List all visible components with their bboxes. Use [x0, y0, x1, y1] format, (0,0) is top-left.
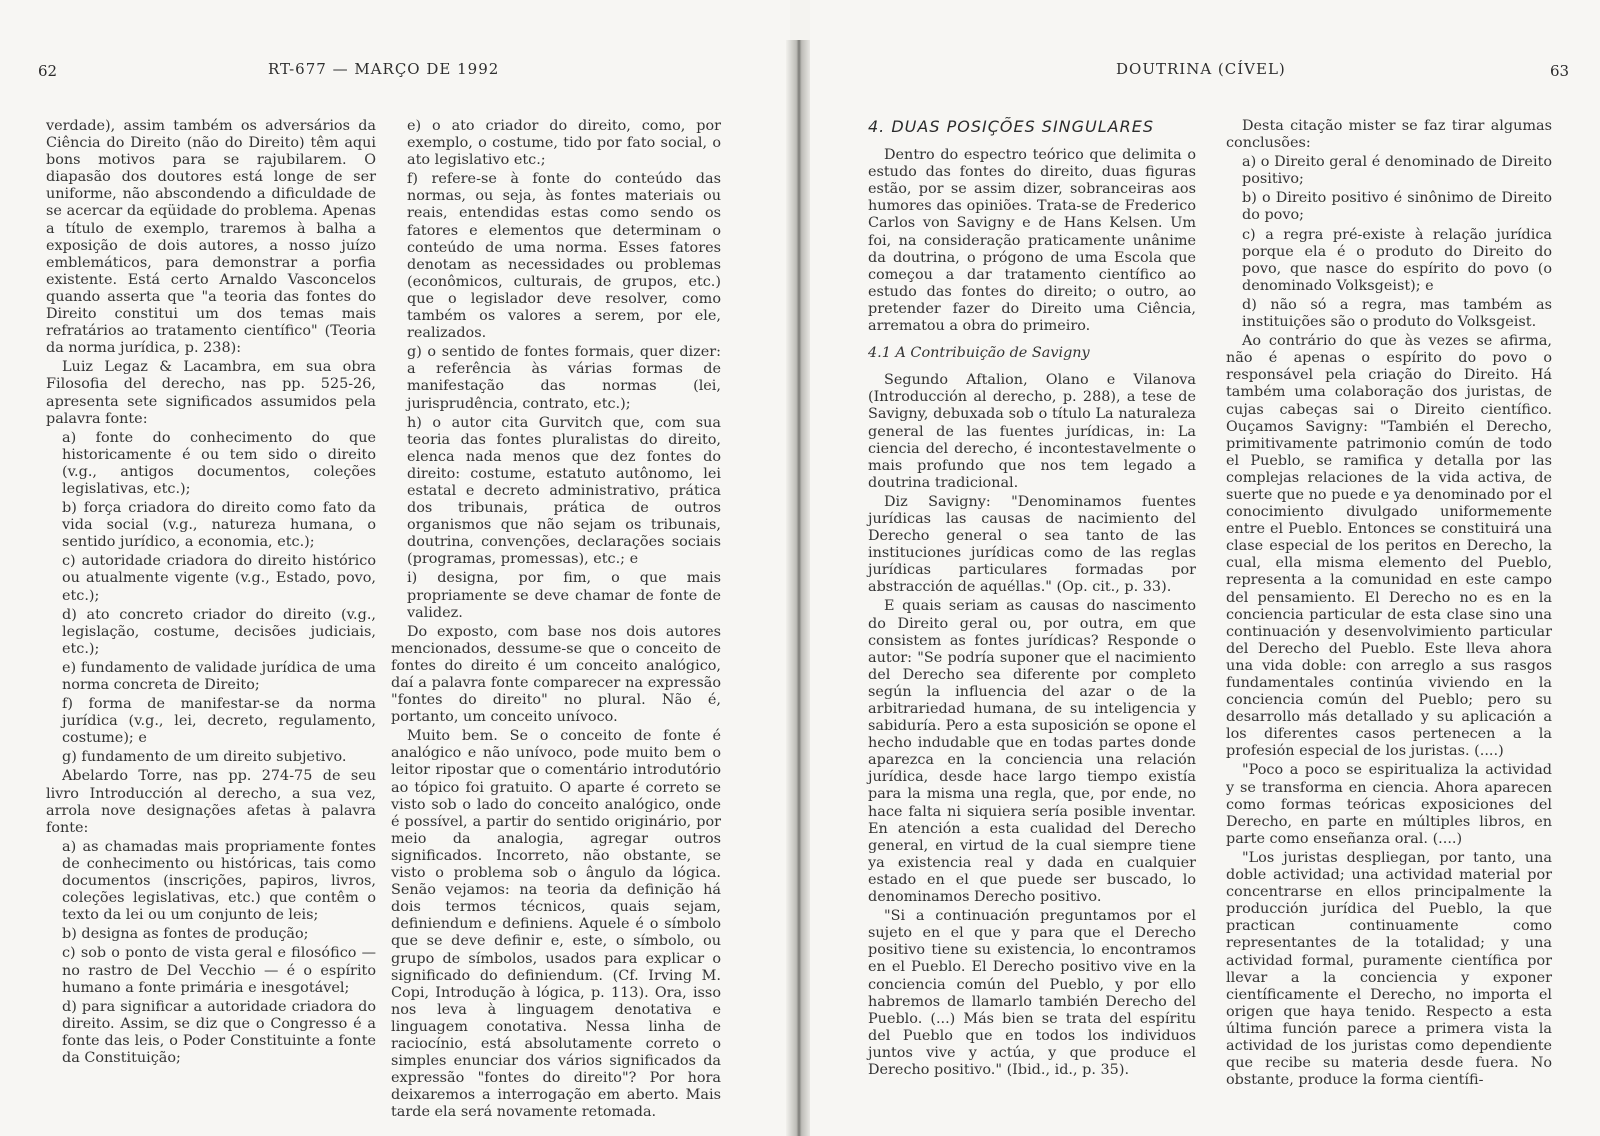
list-item: f) refere-se à fonte do conteúdo das normas, ou seja, às fontes materiais ou reais, entendidas estas como sendo os fatores e elementos que determinam o conteúdo de uma norma. Esses fatores denotam as necessidades ou problemas (econômicos, culturais, de grupos, etc.) que o legislador deve resolver, como também os valores a serem, por ele, realizados. [407, 171, 721, 342]
paragraph: Segundo Aftalion, Olano e Vilanova (Introducción al derecho, p. 288), a tese de Savigny, debuxada sob o título La naturaleza general de las fuentes jurídicas, in: La ciencia del derecho, é incontestavelmente o mais profundo que nos tem legado a doutrina tradicional. [868, 372, 1196, 491]
list-item: e) fundamento de validade jurídica de uma norma concreta de Direito; [62, 659, 376, 693]
list-item: c) sob o ponto de vista geral e filosófico — no rastro de Del Vecchio — é o espírito humano a fonte primária e inesgotável; [62, 945, 376, 996]
list-item: c) a regra pré-existe à relação jurídica porque ela é o produto do Direito do povo, que nasce do espírito do povo (o denominado Volksgeist); e [1242, 226, 1552, 294]
list-item: g) o sentido de fontes formais, quer dizer: a referência às várias formas de manifestação das normas (lei, jurisprudência, contrato, etc.); [407, 344, 721, 412]
paragraph: "Los juristas despliegan, por tanto, una doble actividad; una actividad material por concentrarse en ellos principalmente la producción jurídica del Pueblo, la que practican continuamente como representantes de la totalidad; y una actividad formal, puramente científica por llevar a la conciencia y exponer científicamente el Derecho, no importa el origen que haya tenido. Respecto a esta última función parece a primera vista la actividad de los juristas como dependiente que recibe su materia desde fuera. No obstante, produce la forma científi- [1226, 849, 1552, 1089]
list-item: i) designa, por fim, o que mais propriamente se deve chamar de fonte de validez. [407, 570, 721, 621]
list-item: d) ato concreto criador do direito (v.g., legislação, costume, decisões judiciais, etc.); [62, 606, 376, 657]
paragraph: Desta citação mister se faz tirar algumas conclusões: [1226, 118, 1552, 152]
left-column-1 [46, 118, 376, 1069]
paragraph: E quais seriam as causas do nascimento do Direito geral ou, por outra, em que consistem as fontes jurídicas? Responde o autor: "Se podría suponer que el nacimiento del Derecho sea diferente por completo según la influencia del azar o de la arbitrariedad humana, de su inteligencia y sabiduría. Pero a esta suposición se opone el hecho indudable que en todas partes donde aparezca en la conciencia una relación jurídica, desde hace largo tiempo existía para la misma una regla, que, por ende, no hace falta ni siquiera sería posible inventar. En atención a esta cualidad del Derecho general, en virtud de la cual siempre tiene ya existencia real y dada en cualquier estado en el que puede ser buscado, lo denominamos Derecho positivo. [868, 598, 1196, 906]
page-number-left: 62 [38, 62, 58, 80]
page-number-right: 63 [1550, 62, 1570, 80]
paragraph: verdade), assim também os adversários da Ciência do Direito (não do Direito) têm aqui bons motivos para se rajubilarem. O diapasão dos doutores está longe de ser uniforme, não abscondendo a dificuldade de se acercar da eqüidade do problema. Apenas a título de exemplo, traremos à balha a exposição de dois autores, a nosso juízo emblemáticos, para demonstrar a porfia existente. Está certo Arnaldo Vasconcelos quando asserta que "a teoria das fontes do Direito constitui um dos temas mais refratários ao tratamento científico" (Teoria da norma jurídica, p. 238): [46, 118, 376, 357]
paragraph: Muito bem. Se o conceito de fonte é analógico e não unívoco, pode muito bem o leitor ripostar que o comentário introdutório ao tópico foi gratuito. O aparte é correto se visto sob o lado do conceito analógico, onde é possível, a partir do sentido originário, por meio da analogia, agregar outros significados. Incorreto, não obstante, se visto o problema sob o ângulo da lógica. Senão vejamos: na teoria da definição há dois termos técnicos, quais sejam, definiendum e definiens. Aquele é o símbolo que se deve definir e, este, o símbolo, ou grupo de símbolos, usados para explicar o significado do definiendum. (Cf. Irving M. Copi, Introdução à lógica, p. 113). Ora, isso nos leva à linguagem denotativa e linguagem conotativa. Nessa linha de raciocínio, está absolutamente correto o simples enunciar dos vários significados da expressão "fontes do direito"? Por hora deixaremos a interrogação em aberto. Mais tarde ela será novamente retomada. [391, 728, 721, 1121]
paragraph: Ao contrário do que às vezes se afirma, não é apenas o espírito do povo o responsável pela criação do Direito. Há também uma colaboração dos juristas, de cujas cabeças sai o Direito científico. Ouçamos Savigny: "También el Derecho, primitivamente patrimonio común de todo el Pueblo, se ramifica y detalla por las complejas relaciones de la vida activa, de suerte que no puede e ya denominado por el conocimiento divulgado uniformemente entre el Pueblo. Entonces se constituirá una clase especial de los peritos en Derecho, la cual, ella misma elemento del Pueblo, representa a la comunidad en este campo del pensamiento. El Derecho no es en la conciencia particular de esta clase sino una continuación y desenvolvimiento particular del Derecho del Pueblo. Este lleva ahora una vida doble: con arreglo a sus rasgos fundamentales continúa viviendo en la conciencia común del Pueblo; pero su desarrollo más detallado y su aplicación a los diferentes casos pertenecen a la profesión especial de los juristas. (....) [1226, 333, 1552, 760]
section-title: 4. DUAS POSIÇÕES SINGULARES [868, 117, 1154, 136]
right-page [810, 0, 1600, 1136]
list-item: a) o Direito geral é denominado de Direito positivo; [1242, 154, 1552, 188]
paragraph: Abelardo Torre, nas pp. 274-75 de seu livro Introducción al derecho, a sua vez, arrola nove designações afetas à palavra fonte: [46, 768, 376, 836]
paragraph: Dentro do espectro teórico que delimita o estudo das fontes do direito, duas figuras estão, por se assim dizer, sobranceiras aos humores das opiniões. Trata-se de Frederico Carlos von Savigny e de Hans Kelsen. Um foi, na consideração praticamente unânime da doutrina, o prógono de uma Escola que começou a dar tratamento científico ao estudo das fontes do direito; o outro, ao pretender fazer do Direito uma Ciência, arrematou a obra do primeiro. [868, 147, 1196, 335]
list-item: d) para significar a autoridade criadora do direito. Assim, se diz que o Congresso é a fonte das leis, o Poder Constituinte a fonte da Constituição; [62, 998, 376, 1066]
paragraph: Diz Savigny: "Denominamos fuentes jurídicas las causas de nacimiento del Derecho general o sea tanto de las instituciones jurídicas como de las reglas jurídicas particulares formadas por abstracción de aquéllas." (Op. cit., p. 33). [868, 493, 1196, 596]
list-item: e) o ato criador do direito, como, por exemplo, o costume, tido por fato social, o ato legislativo etc.; [407, 118, 721, 169]
list-item: d) não só a regra, mas também as instituições são o produto do Volksgeist. [1242, 296, 1552, 331]
book-gutter [786, 40, 812, 1136]
subsection-title: 4.1 A Contribuição de Savigny [868, 345, 1090, 362]
running-head-right: DOUTRINA (CÍVEL) [1116, 60, 1286, 78]
list-item: h) o autor cita Gurvitch que, com sua teoria das fontes pluralistas do direito, elenca nada menos que dez fontes do direito: costume, estatuto autônomo, lei estatal e decreto administrativo, prática dos tribunais, prática de outros organismos que não sejam os tribunais, doutrina, convenções, declarações sociais (programas, promessas), etc.; e [407, 414, 721, 568]
list-item: a) as chamadas mais propriamente fontes de conhecimento ou históricas, tais como documentos (inscrições, papiros, livros, coleções legislativas, etc.) que contêm o texto da lei ou um conjunto de leis; [62, 838, 376, 924]
right-column-1 [868, 118, 1196, 1081]
list-item: b) força criadora do direito como fato da vida social (v.g., natureza humana, o sentido jurídico, a economia, etc.); [62, 500, 376, 551]
list-item: f) forma de manifestar-se da norma jurídica (v.g., lei, decreto, regulamento, costume); e [62, 696, 376, 747]
list-item: b) designa as fontes de produção; [62, 926, 309, 943]
list-item: a) fonte do conhecimento do que historicamente é ou tem sido o direito (v.g., antigos documentos, coleções legislativas, etc.); [62, 429, 376, 497]
running-head-left: RT-677 — MARÇO DE 1992 [268, 60, 500, 78]
left-column-2 [391, 118, 721, 1123]
list-item: c) autoridade criadora do direito histórico ou atualmente vigente (v.g., Estado, povo, etc.); [62, 553, 376, 604]
list-item: g) fundamento de um direito subjetivo. [62, 749, 347, 766]
right-column-2 [1226, 118, 1552, 1091]
paragraph: "Poco a poco se espiritualiza la actividad y se transforma en ciencia. Ahora aparecen como formas teóricas exposiciones del Derecho, en parte en múltiples libros, en parte como enseñanza oral. (....) [1226, 762, 1552, 847]
paragraph: Luiz Legaz & Lacambra, em sua obra Filosofia del derecho, nas pp. 525-26, apresenta sete significados assumidos pela palavra fonte: [46, 359, 376, 427]
list-item: b) o Direito positivo é sinônimo de Direito do povo; [1242, 190, 1552, 224]
paragraph: Do exposto, com base nos dois autores mencionados, dessume-se que o conceito de fontes do direito é um conceito analógico, daí a palavra fonte comparecer na expressão "fontes do direito" no plural. Não é, portanto, um conceito unívoco. [391, 623, 721, 726]
paragraph: "Si a continuación preguntamos por el sujeto en el que y para que el Derecho positivo tiene su existencia, lo encontramos en el Pueblo. El Derecho positivo vive en la conciencia común del Pueblo, y por ello habremos de llamarlo también Derecho del Pueblo. (...) Más bien se trata del espíritu del Pueblo que en todos los individuos juntos vive y actúa, y que produce el Derecho positivo." (Ibid., id., p. 35). [868, 908, 1196, 1078]
left-page [0, 0, 790, 1136]
